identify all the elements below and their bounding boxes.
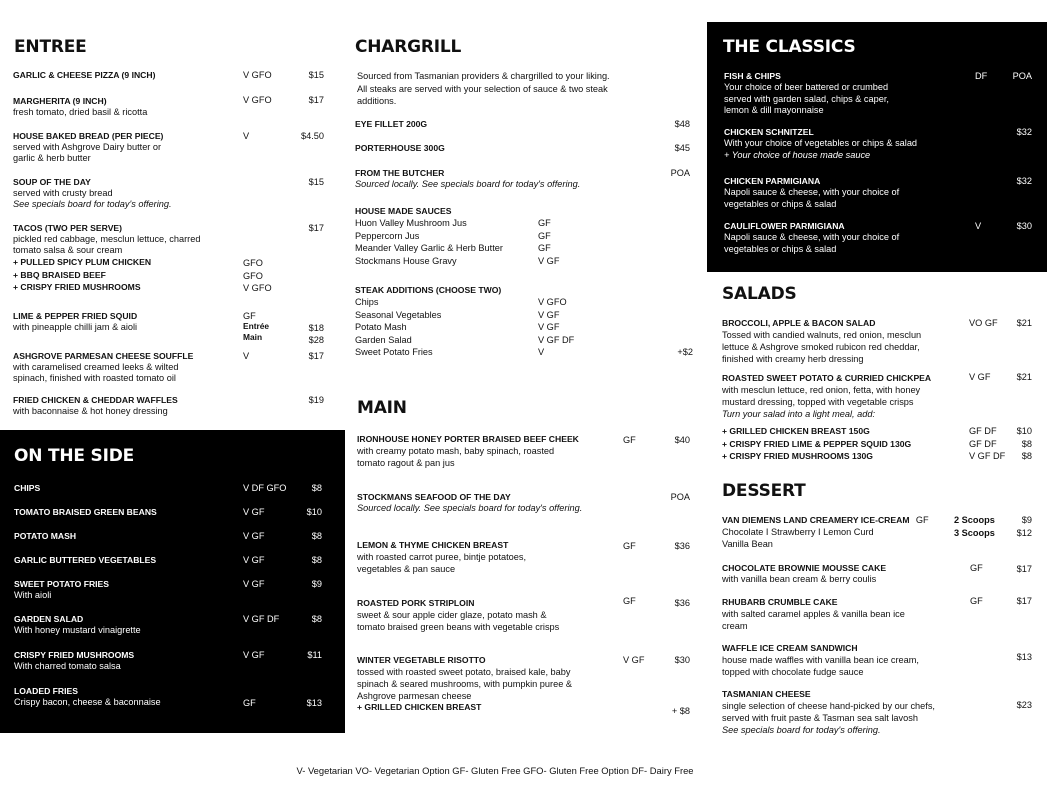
item-price: POA [670, 168, 690, 178]
item-description: pickled red cabbage, mesclun lettuce, charred [13, 234, 201, 244]
item-description: cream [722, 621, 748, 631]
item-tags: GF [623, 541, 636, 551]
item-name: EYE FILLET 200G [355, 119, 428, 129]
item-description: with mesclun lettuce, red onion, fetta, with honey [722, 385, 921, 395]
item-description: With charred tomato salsa [14, 661, 121, 671]
menu-item [14, 650, 134, 672]
addition-item: Sweet Potato Fries [355, 347, 433, 357]
sauce-tags [538, 217, 559, 267]
item-description: sweet & sour apple cider glaze, potato mash & [357, 610, 547, 620]
sauce-item: Meander Valley Garlic & Herb Butter [355, 243, 503, 253]
item-description: lettuce & Ashgrove smoked rubicon red cheddar, [722, 342, 920, 352]
addition-item: Garden Salad [355, 334, 412, 345]
item-name: ROASTED SWEET POTATO & CURRIED CHICKPEA [722, 373, 932, 383]
item-description: With aioli [14, 590, 52, 600]
menu-item [722, 515, 929, 550]
entree-heading: ENTREE [14, 37, 87, 57]
size-label: 3 Scoops [954, 528, 995, 538]
item-tags: GF DF [969, 426, 997, 436]
item-price: $45 [674, 143, 690, 153]
menu-item [724, 71, 889, 117]
item-tags: V [243, 131, 250, 141]
item-tags: GF [538, 218, 551, 228]
item-price: $40 [674, 435, 690, 445]
item-tags: GF DF [969, 438, 997, 449]
addon-option: + CRISPY FRIED MUSHROOMS [13, 282, 141, 292]
sauce-item: Stockmans House Gravy [355, 255, 457, 266]
menu-item [724, 176, 899, 210]
item-price: POA [670, 492, 690, 502]
item-tags: GF [623, 596, 636, 606]
menu-item [14, 483, 40, 494]
item-name: CHICKEN SCHNITZEL [724, 127, 814, 137]
item-tags: V GF [538, 309, 560, 320]
menu-item [724, 221, 899, 255]
item-price: $9 [311, 579, 322, 589]
item-description: served with Ashgrove Dairy butter or [13, 142, 162, 152]
addon-option: + GRILLED CHICKEN BREAST [357, 702, 482, 712]
item-description: tomato braised green beans with vegetable crisps [357, 622, 560, 632]
item-name: CHICKEN PARMIGIANA [724, 176, 821, 186]
item-description: vegetables & pan sauce [357, 564, 456, 574]
addition-item: Chips [355, 297, 379, 307]
item-name: POTATO MASH [14, 531, 77, 541]
item-price: $8 [311, 555, 322, 565]
size-label: Entrée [243, 321, 270, 331]
item-description: Vanilla Bean [722, 539, 773, 549]
menu-item [357, 434, 579, 469]
item-price: $9 [1021, 515, 1032, 525]
additions-section [355, 284, 501, 359]
item-tags: V GF [243, 579, 265, 589]
item-name: LEMON & THYME CHICKEN BREAST [357, 540, 509, 550]
item-name: TASMANIAN CHEESE [722, 689, 811, 699]
menu-item [357, 540, 526, 575]
item-name: CHIPS [14, 483, 41, 493]
menu-item [355, 168, 580, 190]
addon-option: + CRISPY FRIED LIME & PEPPER SQUID 130G [722, 438, 912, 449]
item-description: with caramelised creamed leeks & wilted [13, 362, 179, 372]
item-tags: V GF [538, 322, 560, 332]
item-description: mustard dressing, topped with vegetable crisps [722, 397, 914, 407]
item-price: $12 [1016, 528, 1032, 538]
item-description: fresh tomato, dried basil & ricotta [13, 107, 148, 117]
item-description: tomato ragout & pan jus [357, 458, 455, 468]
item-description: single selection of cheese hand-picked by our chefs, [722, 701, 935, 711]
item-name: WAFFLE ICE CREAM SANDWICH [722, 643, 858, 653]
item-description: See specials board for today's offering. [13, 199, 172, 209]
item-tags: GF [243, 698, 256, 708]
item-description: Sourced locally. See specials board for today's offering. [357, 503, 583, 513]
menu-item [13, 70, 155, 81]
item-description: Ashgrove parmesan cheese [357, 691, 472, 701]
addon-option: + GRILLED CHICKEN BREAST 150G [722, 426, 870, 436]
intro-line: All steaks are served with your selection of sauce & two steak [357, 83, 608, 94]
item-description: See specials board for today's offering. [722, 725, 881, 735]
menu-item [14, 555, 156, 566]
item-description: with baconnaise & hot honey dressing [13, 406, 168, 416]
item-description: Napoli sauce & cheese, with your choice of [724, 232, 900, 242]
item-tags: V GF DF [969, 451, 1006, 461]
item-name: STOCKMANS SEAFOOD OF THE DAY [357, 492, 511, 502]
menu-item [13, 311, 137, 333]
item-name: ROASTED PORK STRIPLOIN [357, 598, 475, 608]
item-description: served with garden salad, chips & caper, [724, 93, 889, 104]
item-name: HOUSE BAKED BREAD (PER PIECE) [13, 131, 164, 141]
menu-item [722, 318, 921, 365]
item-description: served with crusty bread [13, 188, 113, 198]
item-price: $17 [1016, 564, 1032, 574]
item-description: garlic & herb butter [13, 153, 91, 163]
addon-tags: GFO [243, 258, 263, 268]
item-description: + Your choice of house made sauce [724, 149, 871, 160]
chargrill-heading: CHARGRILL [355, 37, 462, 57]
size-label: Main [243, 332, 263, 342]
item-price: $19 [308, 395, 324, 405]
item-description: Sourced locally. See specials board for today's offering. [355, 179, 581, 189]
item-price: $15 [308, 70, 324, 80]
item-price: $21 [1016, 318, 1032, 328]
item-price: $30 [1016, 221, 1032, 231]
addon-tags: V GFO [243, 283, 272, 293]
item-description: with creamy potato mash, baby spinach, roasted [357, 446, 555, 456]
item-name: LOADED FRIES [14, 686, 78, 696]
on-the-side-heading: ON THE SIDE [14, 446, 135, 466]
item-price: $18 [308, 323, 324, 333]
item-name: CHOCOLATE BROWNIE MOUSSE CAKE [722, 563, 887, 573]
item-description: Tossed with candied walnuts, red onion, mesclun [722, 330, 922, 340]
item-tags: V DF GFO [243, 483, 287, 493]
item-name-text: VAN DIEMENS LAND CREAMERY ICE-CREAM [722, 515, 910, 525]
item-name: FROM THE BUTCHER [355, 168, 445, 178]
menu-item [722, 597, 905, 632]
menu-item [14, 579, 109, 601]
item-name [722, 515, 929, 526]
item-name: FISH & CHIPS [724, 71, 781, 81]
item-name: CAULIFLOWER PARMIGIANA [724, 221, 845, 231]
item-price: $13 [306, 698, 322, 708]
item-description: vegetables or chips & salad [724, 198, 837, 209]
menu-item [722, 643, 919, 678]
item-price: $36 [674, 598, 690, 608]
item-price: $8 [1021, 451, 1032, 461]
item-tags: V [538, 347, 545, 357]
size-label: 2 Scoops [954, 515, 995, 525]
item-price: $10 [306, 507, 322, 517]
menu-item [357, 655, 572, 713]
item-tags: V GF [243, 531, 265, 541]
item-price: $36 [674, 541, 690, 551]
item-description: With honey mustard vinaigrette [14, 625, 141, 635]
item-tags: GF [538, 230, 551, 241]
item-description: with salted caramel apples & vanilla bean ice [722, 609, 905, 619]
section-subtitle: HOUSE MADE SAUCES [355, 206, 452, 216]
item-tags: GF [970, 563, 983, 573]
item-price: +$2 [677, 347, 693, 357]
menu-item [722, 373, 931, 420]
menu-item [13, 223, 200, 294]
item-description: finished with creamy herb dressing [722, 354, 864, 364]
item-name: LIME & PEPPER FRIED SQUID [13, 311, 138, 321]
item-name: WINTER VEGETABLE RISOTTO [357, 655, 486, 665]
item-name: SWEET POTATO FRIES [14, 579, 110, 589]
item-tags: V GF [969, 372, 991, 382]
item-tags: V GF [243, 650, 265, 660]
item-description: Napoli sauce & cheese, with your choice of [724, 187, 900, 197]
item-price: $8 [311, 614, 322, 624]
item-description: with roasted carrot puree, bintje potatoes, [357, 552, 527, 562]
item-price: $8 [311, 531, 322, 541]
item-tags: V GF [243, 555, 265, 565]
item-description: Turn your salad into a light meal, add: [722, 409, 876, 419]
item-price: $11 [307, 650, 322, 660]
addition-tags [538, 296, 574, 359]
item-name: IRONHOUSE HONEY PORTER BRAISED BEEF CHEEK [357, 434, 579, 444]
sauce-item: Huon Valley Mushroom Jus [355, 218, 467, 228]
item-price: $8 [311, 483, 322, 493]
item-description: With your choice of vegetables or chips & salad [724, 138, 918, 148]
item-name: GARLIC BUTTERED VEGETABLES [14, 555, 157, 565]
menu-item [13, 96, 147, 118]
item-price: $21 [1016, 372, 1032, 382]
item-name: CRISPY FRIED MUSHROOMS [14, 650, 135, 660]
item-description: vegetables or chips & salad [724, 243, 837, 254]
item-tags: V GF DF [243, 614, 280, 624]
item-price: $32 [1016, 127, 1032, 137]
menu-item [724, 127, 917, 161]
item-price: $17 [308, 95, 324, 105]
item-name: SOUP OF THE DAY [13, 177, 91, 187]
item-price: $4.50 [301, 131, 324, 141]
sauce-item: Peppercorn Jus [355, 230, 420, 241]
intro-line: additions. [357, 96, 397, 106]
menu-item [13, 131, 163, 164]
item-price: $10 [1016, 426, 1032, 436]
item-description: with pineapple chilli jam & aioli [13, 322, 138, 332]
menu-item [355, 143, 445, 154]
item-tags: GF [915, 515, 929, 525]
addon-tags: GFO [243, 271, 263, 281]
item-price: POA [1012, 71, 1032, 81]
item-description: spinach, finished with roasted tomato oil [13, 373, 176, 383]
item-tags: VO GF [969, 318, 998, 328]
classics-heading: THE CLASSICS [723, 37, 856, 57]
salad-addons [722, 425, 911, 463]
item-name: TOMATO BRAISED GREEN BEANS [14, 507, 157, 517]
dietary-legend: V- Vegetarian VO- Vegetarian Option GF- Gluten Free GFO- Gluten Free Option DF- Dairy Free [296, 765, 694, 776]
addon-option: + BBQ BRAISED BEEF [13, 269, 106, 280]
item-tags: V GFO [243, 70, 272, 80]
menu-item [357, 492, 582, 514]
item-price: $28 [308, 335, 324, 345]
item-name: PORTERHOUSE 300G [355, 143, 445, 153]
item-tags: DF [975, 71, 988, 81]
menu-item [14, 614, 141, 636]
item-name: MARGHERITA (9 INCH) [13, 96, 107, 106]
item-tags: GF [538, 243, 551, 253]
addon-price: + $8 [671, 706, 690, 716]
menu-item [13, 177, 172, 210]
item-price: $17 [1016, 596, 1032, 606]
item-name: TACOS (TWO PER SERVE) [13, 223, 123, 233]
item-description: with vanilla bean cream & berry coulis [722, 574, 877, 584]
menu-item [357, 598, 559, 633]
main-heading: MAIN [357, 398, 407, 418]
item-description: spinach & seared mushrooms, with pumpkin puree & [357, 679, 572, 689]
chargrill-intro [357, 70, 610, 108]
dessert-heading: DESSERT [722, 481, 806, 501]
item-tags: V [243, 351, 250, 361]
addon-option: + CRISPY FRIED MUSHROOMS 130G [722, 451, 873, 461]
item-price: $48 [674, 119, 690, 129]
item-description: tomato salsa & sour cream [13, 245, 123, 255]
item-price: $8 [1021, 438, 1032, 449]
item-tags: GF [970, 596, 983, 606]
menu-item [13, 395, 178, 417]
item-tags: GF [243, 311, 256, 321]
item-name: GARLIC & CHEESE PIZZA (9 INCH) [13, 70, 156, 80]
item-tags: GF [623, 435, 636, 445]
item-tags: V GFO [243, 95, 272, 105]
menu-item [355, 119, 427, 130]
item-price: $32 [1016, 176, 1032, 186]
intro-line: Sourced from Tasmanian providers & chargrilled to your liking. [357, 71, 610, 81]
menu-item [14, 507, 157, 518]
sauces-section [355, 206, 503, 267]
item-price: $17 [308, 223, 324, 233]
item-description: topped with chocolate fudge sauce [722, 667, 864, 677]
item-price: $13 [1016, 652, 1032, 662]
menu-item [14, 686, 161, 708]
item-tags: V GFO [538, 297, 567, 307]
item-description: Chocolate I Strawberry I Lemon Curd [722, 527, 874, 537]
item-name: ASHGROVE PARMESAN CHEESE SOUFFLE [13, 351, 194, 361]
item-description: tossed with roasted sweet potato, braised kale, baby [357, 667, 571, 677]
item-tags: V GF DF [538, 334, 575, 345]
item-tags: V GF [623, 655, 645, 665]
item-name: BROCCOLI, APPLE & BACON SALAD [722, 318, 876, 328]
addition-item: Potato Mash [355, 322, 407, 332]
addon-option: + PULLED SPICY PLUM CHICKEN [13, 257, 152, 267]
menu-item [722, 689, 935, 736]
item-description: Crispy bacon, cheese & baconnaise [14, 697, 161, 707]
menu-item [722, 563, 886, 585]
item-price: $17 [308, 351, 324, 361]
menu-item [14, 531, 76, 542]
item-description: Your choice of beer battered or crumbed [724, 82, 889, 92]
item-tags: V [975, 221, 982, 231]
item-description: house made waffles with vanilla bean ice cream, [722, 655, 919, 665]
item-description: lemon & dill mayonnaise [724, 105, 824, 115]
salad-addon-prices [1000, 425, 1032, 463]
item-tags: V GF [243, 507, 265, 517]
menu-item [13, 351, 193, 384]
item-price: $30 [674, 655, 690, 665]
item-name: RHUBARB CRUMBLE CAKE [722, 597, 838, 607]
item-price: $15 [308, 177, 324, 187]
item-name: FRIED CHICKEN & CHEDDAR WAFFLES [13, 395, 178, 405]
salads-heading: SALADS [722, 284, 797, 304]
item-name: GARDEN SALAD [14, 614, 84, 624]
section-subtitle: STEAK ADDITIONS (CHOOSE TWO) [355, 285, 502, 295]
item-description: served with fruit paste & Tasman sea salt lavosh [722, 713, 918, 723]
item-price: $23 [1016, 700, 1032, 710]
item-tags: V GF [538, 255, 560, 266]
addition-item: Seasonal Vegetables [355, 309, 442, 320]
